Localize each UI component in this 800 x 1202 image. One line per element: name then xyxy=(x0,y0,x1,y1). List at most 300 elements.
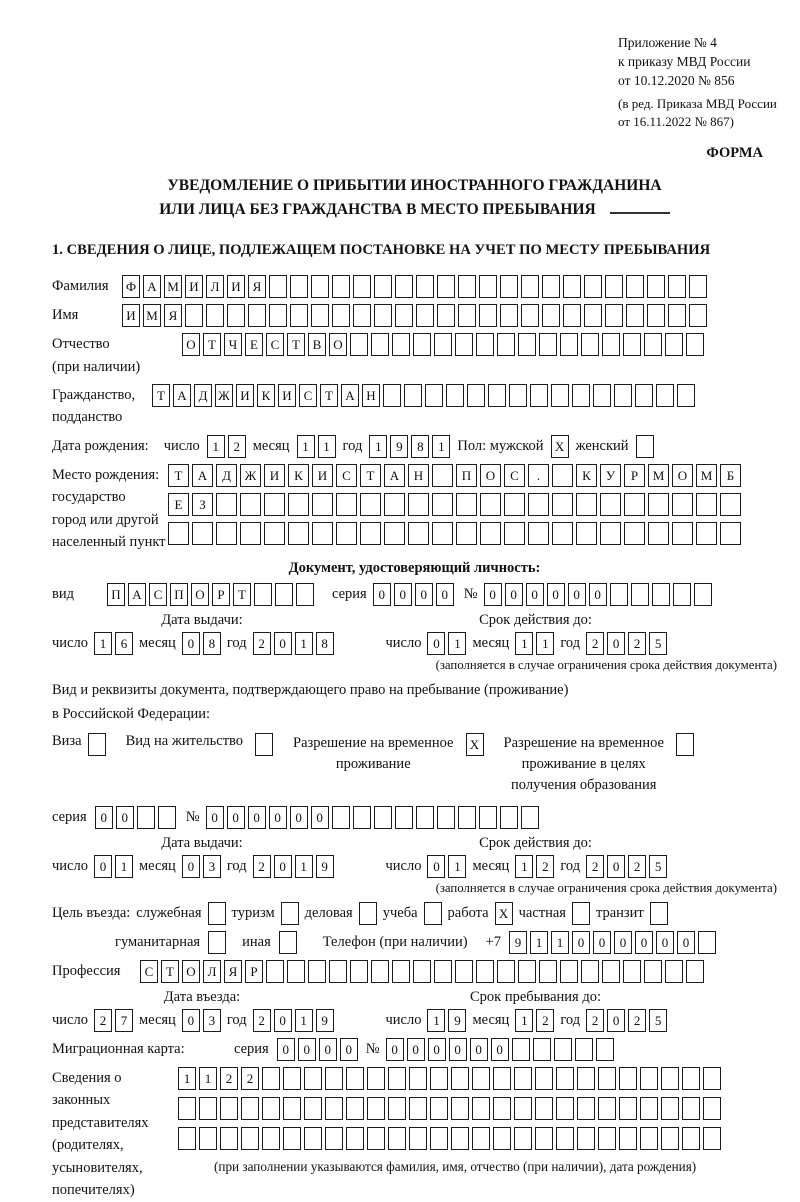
char-cell[interactable] xyxy=(509,384,527,407)
char-cell[interactable] xyxy=(416,806,434,829)
char-cell[interactable] xyxy=(240,493,261,516)
char-cell[interactable]: 0 xyxy=(427,632,445,655)
char-cell[interactable] xyxy=(696,522,717,545)
char-cell[interactable]: 2 xyxy=(586,1009,604,1032)
char-cell[interactable]: 1 xyxy=(178,1067,196,1090)
char-cell[interactable] xyxy=(472,1097,490,1120)
char-cell[interactable]: X xyxy=(495,902,513,925)
char-cell[interactable] xyxy=(430,1097,448,1120)
char-cell[interactable]: 1 xyxy=(515,1009,533,1032)
char-cell[interactable]: М xyxy=(143,304,161,327)
char-cell[interactable]: 1 xyxy=(295,855,313,878)
char-cell[interactable] xyxy=(635,384,653,407)
char-cell[interactable]: 0 xyxy=(470,1038,488,1061)
char-cell[interactable] xyxy=(288,493,309,516)
char-cell[interactable] xyxy=(208,902,226,925)
char-cell[interactable] xyxy=(673,583,691,606)
char-cell[interactable] xyxy=(371,333,389,356)
char-cell[interactable] xyxy=(384,522,405,545)
char-cell[interactable]: С xyxy=(149,583,167,606)
char-cell[interactable]: И xyxy=(264,464,285,487)
char-cell[interactable] xyxy=(610,583,628,606)
char-cell[interactable]: 2 xyxy=(253,632,271,655)
char-cell[interactable] xyxy=(269,275,287,298)
char-cell[interactable]: 2 xyxy=(586,855,604,878)
char-cell[interactable]: 0 xyxy=(607,632,625,655)
char-cell[interactable]: 0 xyxy=(484,583,502,606)
char-cell[interactable]: К xyxy=(288,464,309,487)
char-cell[interactable]: 1 xyxy=(207,435,225,458)
char-cell[interactable] xyxy=(416,304,434,327)
char-cell[interactable]: Т xyxy=(152,384,170,407)
char-cell[interactable] xyxy=(374,275,392,298)
char-cell[interactable] xyxy=(227,304,245,327)
char-cell[interactable] xyxy=(672,522,693,545)
char-cell[interactable] xyxy=(665,960,683,983)
char-cell[interactable]: О xyxy=(191,583,209,606)
char-cell[interactable] xyxy=(332,275,350,298)
char-cell[interactable] xyxy=(703,1067,721,1090)
char-cell[interactable]: 0 xyxy=(311,806,329,829)
char-cell[interactable] xyxy=(240,522,261,545)
char-cell[interactable] xyxy=(178,1097,196,1120)
char-cell[interactable]: Т xyxy=(161,960,179,983)
char-cell[interactable] xyxy=(395,275,413,298)
char-cell[interactable]: Б xyxy=(720,464,741,487)
char-cell[interactable]: 2 xyxy=(536,855,554,878)
char-cell[interactable] xyxy=(359,902,377,925)
char-cell[interactable] xyxy=(360,522,381,545)
char-cell[interactable] xyxy=(593,384,611,407)
char-cell[interactable]: 1 xyxy=(448,855,466,878)
char-cell[interactable] xyxy=(384,493,405,516)
char-cell[interactable] xyxy=(409,1127,427,1150)
char-cell[interactable]: Н xyxy=(362,384,380,407)
char-cell[interactable]: 0 xyxy=(407,1038,425,1061)
char-cell[interactable]: 1 xyxy=(318,435,336,458)
char-cell[interactable] xyxy=(432,522,453,545)
char-cell[interactable] xyxy=(434,960,452,983)
char-cell[interactable] xyxy=(598,1067,616,1090)
char-cell[interactable] xyxy=(308,960,326,983)
char-cell[interactable]: И xyxy=(122,304,140,327)
char-cell[interactable] xyxy=(269,304,287,327)
char-cell[interactable]: 0 xyxy=(298,1038,316,1061)
char-cell[interactable] xyxy=(199,1127,217,1150)
char-cell[interactable]: 8 xyxy=(411,435,429,458)
char-cell[interactable]: 1 xyxy=(530,931,548,954)
char-cell[interactable] xyxy=(178,1127,196,1150)
char-cell[interactable]: 0 xyxy=(94,855,112,878)
char-cell[interactable]: 2 xyxy=(628,632,646,655)
char-cell[interactable]: 1 xyxy=(448,632,466,655)
char-cell[interactable] xyxy=(668,304,686,327)
char-cell[interactable] xyxy=(432,493,453,516)
char-cell[interactable]: П xyxy=(107,583,125,606)
char-cell[interactable] xyxy=(472,1127,490,1150)
char-cell[interactable] xyxy=(346,1127,364,1150)
char-cell[interactable] xyxy=(563,275,581,298)
char-cell[interactable]: 9 xyxy=(316,855,334,878)
char-cell[interactable] xyxy=(581,960,599,983)
char-cell[interactable]: 2 xyxy=(253,1009,271,1032)
char-cell[interactable]: С xyxy=(504,464,525,487)
char-cell[interactable]: А xyxy=(341,384,359,407)
char-cell[interactable] xyxy=(648,522,669,545)
char-cell[interactable] xyxy=(504,522,525,545)
char-cell[interactable] xyxy=(647,304,665,327)
char-cell[interactable] xyxy=(262,1097,280,1120)
char-cell[interactable] xyxy=(479,275,497,298)
char-cell[interactable] xyxy=(458,304,476,327)
char-cell[interactable] xyxy=(451,1067,469,1090)
char-cell[interactable]: 8 xyxy=(203,632,221,655)
char-cell[interactable] xyxy=(409,1097,427,1120)
char-cell[interactable] xyxy=(290,304,308,327)
char-cell[interactable]: 2 xyxy=(536,1009,554,1032)
char-cell[interactable] xyxy=(367,1097,385,1120)
char-cell[interactable] xyxy=(552,493,573,516)
char-cell[interactable] xyxy=(698,931,716,954)
char-cell[interactable] xyxy=(476,333,494,356)
char-cell[interactable]: А xyxy=(143,275,161,298)
char-cell[interactable] xyxy=(542,275,560,298)
char-cell[interactable] xyxy=(535,1127,553,1150)
char-cell[interactable] xyxy=(600,493,621,516)
char-cell[interactable]: 1 xyxy=(432,435,450,458)
char-cell[interactable] xyxy=(521,275,539,298)
char-cell[interactable]: 1 xyxy=(297,435,315,458)
char-cell[interactable]: 8 xyxy=(316,632,334,655)
char-cell[interactable]: 0 xyxy=(277,1038,295,1061)
char-cell[interactable] xyxy=(455,333,473,356)
char-cell[interactable] xyxy=(480,522,501,545)
char-cell[interactable] xyxy=(254,583,272,606)
char-cell[interactable] xyxy=(192,522,213,545)
char-cell[interactable]: Ф xyxy=(122,275,140,298)
char-cell[interactable] xyxy=(220,1097,238,1120)
char-cell[interactable] xyxy=(703,1097,721,1120)
char-cell[interactable] xyxy=(304,1097,322,1120)
char-cell[interactable]: 2 xyxy=(628,1009,646,1032)
char-cell[interactable]: X xyxy=(551,435,569,458)
char-cell[interactable] xyxy=(404,384,422,407)
char-cell[interactable] xyxy=(467,384,485,407)
char-cell[interactable]: 2 xyxy=(253,855,271,878)
char-cell[interactable] xyxy=(581,333,599,356)
char-cell[interactable] xyxy=(539,333,557,356)
char-cell[interactable] xyxy=(644,333,662,356)
char-cell[interactable] xyxy=(689,275,707,298)
char-cell[interactable] xyxy=(296,583,314,606)
char-cell[interactable] xyxy=(437,275,455,298)
char-cell[interactable] xyxy=(88,733,106,756)
char-cell[interactable] xyxy=(551,384,569,407)
char-cell[interactable]: 0 xyxy=(319,1038,337,1061)
char-cell[interactable] xyxy=(413,960,431,983)
char-cell[interactable]: X xyxy=(466,733,484,756)
char-cell[interactable]: И xyxy=(227,275,245,298)
char-cell[interactable]: 0 xyxy=(547,583,565,606)
char-cell[interactable]: 0 xyxy=(607,1009,625,1032)
char-cell[interactable] xyxy=(563,304,581,327)
char-cell[interactable]: Р xyxy=(624,464,645,487)
char-cell[interactable] xyxy=(388,1127,406,1150)
char-cell[interactable] xyxy=(631,583,649,606)
char-cell[interactable] xyxy=(353,304,371,327)
char-cell[interactable] xyxy=(446,384,464,407)
char-cell[interactable] xyxy=(304,1127,322,1150)
char-cell[interactable]: И xyxy=(312,464,333,487)
char-cell[interactable]: 0 xyxy=(656,931,674,954)
char-cell[interactable]: Е xyxy=(168,493,189,516)
char-cell[interactable]: 9 xyxy=(316,1009,334,1032)
char-cell[interactable]: 0 xyxy=(526,583,544,606)
char-cell[interactable] xyxy=(185,304,203,327)
char-cell[interactable] xyxy=(395,304,413,327)
char-cell[interactable] xyxy=(158,806,176,829)
char-cell[interactable]: Я xyxy=(224,960,242,983)
char-cell[interactable] xyxy=(346,1097,364,1120)
char-cell[interactable] xyxy=(304,1067,322,1090)
char-cell[interactable]: М xyxy=(696,464,717,487)
char-cell[interactable] xyxy=(437,806,455,829)
char-cell[interactable] xyxy=(624,522,645,545)
char-cell[interactable]: 9 xyxy=(448,1009,466,1032)
char-cell[interactable]: . xyxy=(528,464,549,487)
char-cell[interactable]: О xyxy=(182,960,200,983)
char-cell[interactable]: С xyxy=(140,960,158,983)
char-cell[interactable]: 1 xyxy=(427,1009,445,1032)
char-cell[interactable] xyxy=(535,1067,553,1090)
char-cell[interactable] xyxy=(640,1097,658,1120)
char-cell[interactable] xyxy=(290,275,308,298)
char-cell[interactable]: 2 xyxy=(220,1067,238,1090)
char-cell[interactable]: 0 xyxy=(182,855,200,878)
char-cell[interactable] xyxy=(350,960,368,983)
char-cell[interactable] xyxy=(521,304,539,327)
char-cell[interactable] xyxy=(336,493,357,516)
char-cell[interactable] xyxy=(479,806,497,829)
char-cell[interactable] xyxy=(640,1127,658,1150)
char-cell[interactable] xyxy=(672,493,693,516)
char-cell[interactable] xyxy=(283,1097,301,1120)
char-cell[interactable] xyxy=(500,275,518,298)
char-cell[interactable] xyxy=(619,1067,637,1090)
char-cell[interactable] xyxy=(514,1097,532,1120)
char-cell[interactable]: 1 xyxy=(94,632,112,655)
char-cell[interactable] xyxy=(493,1097,511,1120)
char-cell[interactable] xyxy=(552,522,573,545)
char-cell[interactable] xyxy=(371,960,389,983)
char-cell[interactable]: 0 xyxy=(449,1038,467,1061)
char-cell[interactable] xyxy=(279,931,297,954)
char-cell[interactable]: Л xyxy=(206,275,224,298)
char-cell[interactable] xyxy=(647,275,665,298)
char-cell[interactable]: 0 xyxy=(677,931,695,954)
char-cell[interactable]: 0 xyxy=(394,583,412,606)
char-cell[interactable]: 0 xyxy=(95,806,113,829)
char-cell[interactable] xyxy=(208,931,226,954)
char-cell[interactable]: Ж xyxy=(215,384,233,407)
char-cell[interactable] xyxy=(264,522,285,545)
char-cell[interactable] xyxy=(689,304,707,327)
char-cell[interactable]: А xyxy=(128,583,146,606)
char-cell[interactable] xyxy=(661,1097,679,1120)
char-cell[interactable] xyxy=(336,522,357,545)
char-cell[interactable] xyxy=(556,1067,574,1090)
char-cell[interactable]: 0 xyxy=(373,583,391,606)
char-cell[interactable] xyxy=(584,304,602,327)
char-cell[interactable]: С xyxy=(266,333,284,356)
char-cell[interactable] xyxy=(577,1067,595,1090)
char-cell[interactable]: И xyxy=(185,275,203,298)
char-cell[interactable]: Т xyxy=(168,464,189,487)
char-cell[interactable] xyxy=(480,493,501,516)
char-cell[interactable] xyxy=(416,275,434,298)
char-cell[interactable] xyxy=(488,384,506,407)
char-cell[interactable]: И xyxy=(278,384,296,407)
char-cell[interactable]: 0 xyxy=(614,931,632,954)
char-cell[interactable] xyxy=(640,1067,658,1090)
char-cell[interactable] xyxy=(556,1127,574,1150)
char-cell[interactable] xyxy=(388,1067,406,1090)
char-cell[interactable] xyxy=(248,304,266,327)
char-cell[interactable] xyxy=(325,1097,343,1120)
char-cell[interactable]: П xyxy=(456,464,477,487)
char-cell[interactable] xyxy=(408,522,429,545)
char-cell[interactable] xyxy=(696,493,717,516)
char-cell[interactable] xyxy=(650,902,668,925)
char-cell[interactable] xyxy=(626,275,644,298)
char-cell[interactable]: 0 xyxy=(635,931,653,954)
char-cell[interactable] xyxy=(682,1127,700,1150)
char-cell[interactable] xyxy=(636,435,654,458)
char-cell[interactable] xyxy=(602,960,620,983)
char-cell[interactable] xyxy=(703,1127,721,1150)
char-cell[interactable]: 0 xyxy=(340,1038,358,1061)
char-cell[interactable] xyxy=(430,1067,448,1090)
char-cell[interactable] xyxy=(287,960,305,983)
char-cell[interactable]: 5 xyxy=(649,632,667,655)
char-cell[interactable]: М xyxy=(164,275,182,298)
char-cell[interactable] xyxy=(665,333,683,356)
char-cell[interactable]: А xyxy=(192,464,213,487)
char-cell[interactable] xyxy=(430,1127,448,1150)
char-cell[interactable] xyxy=(264,493,285,516)
char-cell[interactable]: 0 xyxy=(386,1038,404,1061)
char-cell[interactable]: Д xyxy=(216,464,237,487)
char-cell[interactable] xyxy=(644,960,662,983)
char-cell[interactable] xyxy=(392,960,410,983)
char-cell[interactable]: А xyxy=(173,384,191,407)
char-cell[interactable] xyxy=(686,333,704,356)
char-cell[interactable]: 0 xyxy=(182,632,200,655)
char-cell[interactable]: К xyxy=(576,464,597,487)
char-cell[interactable] xyxy=(262,1067,280,1090)
char-cell[interactable] xyxy=(383,384,401,407)
char-cell[interactable] xyxy=(552,464,573,487)
char-cell[interactable]: Ч xyxy=(224,333,242,356)
char-cell[interactable] xyxy=(311,275,329,298)
char-cell[interactable] xyxy=(720,493,741,516)
char-cell[interactable] xyxy=(554,1038,572,1061)
char-cell[interactable]: 1 xyxy=(369,435,387,458)
char-cell[interactable]: 0 xyxy=(428,1038,446,1061)
char-cell[interactable]: 0 xyxy=(505,583,523,606)
char-cell[interactable]: П xyxy=(170,583,188,606)
char-cell[interactable] xyxy=(623,333,641,356)
char-cell[interactable] xyxy=(367,1127,385,1150)
char-cell[interactable]: Д xyxy=(194,384,212,407)
char-cell[interactable]: 0 xyxy=(593,931,611,954)
char-cell[interactable] xyxy=(374,304,392,327)
char-cell[interactable] xyxy=(220,1127,238,1150)
char-cell[interactable] xyxy=(451,1097,469,1120)
char-cell[interactable] xyxy=(493,1067,511,1090)
char-cell[interactable] xyxy=(312,522,333,545)
char-cell[interactable] xyxy=(497,960,515,983)
char-cell[interactable] xyxy=(572,902,590,925)
char-cell[interactable]: Н xyxy=(408,464,429,487)
char-cell[interactable] xyxy=(530,384,548,407)
char-cell[interactable] xyxy=(312,493,333,516)
char-cell[interactable]: 0 xyxy=(589,583,607,606)
char-cell[interactable] xyxy=(262,1127,280,1150)
char-cell[interactable]: 0 xyxy=(248,806,266,829)
char-cell[interactable] xyxy=(311,304,329,327)
char-cell[interactable] xyxy=(619,1097,637,1120)
char-cell[interactable]: 0 xyxy=(269,806,287,829)
char-cell[interactable] xyxy=(476,960,494,983)
char-cell[interactable]: 2 xyxy=(241,1067,259,1090)
char-cell[interactable]: 1 xyxy=(515,855,533,878)
char-cell[interactable] xyxy=(346,1067,364,1090)
char-cell[interactable]: Т xyxy=(203,333,221,356)
char-cell[interactable]: С xyxy=(299,384,317,407)
char-cell[interactable]: О xyxy=(672,464,693,487)
char-cell[interactable]: 2 xyxy=(228,435,246,458)
char-cell[interactable] xyxy=(676,733,694,756)
char-cell[interactable] xyxy=(542,304,560,327)
char-cell[interactable] xyxy=(332,806,350,829)
char-cell[interactable] xyxy=(241,1097,259,1120)
char-cell[interactable]: 0 xyxy=(572,931,590,954)
char-cell[interactable] xyxy=(288,522,309,545)
char-cell[interactable]: О xyxy=(329,333,347,356)
char-cell[interactable] xyxy=(283,1127,301,1150)
char-cell[interactable]: Р xyxy=(212,583,230,606)
char-cell[interactable] xyxy=(623,960,641,983)
char-cell[interactable]: Л xyxy=(203,960,221,983)
char-cell[interactable]: 0 xyxy=(274,855,292,878)
char-cell[interactable] xyxy=(602,333,620,356)
char-cell[interactable] xyxy=(528,493,549,516)
char-cell[interactable] xyxy=(456,493,477,516)
char-cell[interactable] xyxy=(652,583,670,606)
char-cell[interactable] xyxy=(514,1067,532,1090)
char-cell[interactable] xyxy=(329,960,347,983)
char-cell[interactable]: З xyxy=(192,493,213,516)
char-cell[interactable] xyxy=(661,1127,679,1150)
char-cell[interactable] xyxy=(216,493,237,516)
char-cell[interactable] xyxy=(437,304,455,327)
char-cell[interactable] xyxy=(413,333,431,356)
char-cell[interactable]: 2 xyxy=(628,855,646,878)
char-cell[interactable]: Т xyxy=(320,384,338,407)
char-cell[interactable] xyxy=(451,1127,469,1150)
char-cell[interactable] xyxy=(283,1067,301,1090)
